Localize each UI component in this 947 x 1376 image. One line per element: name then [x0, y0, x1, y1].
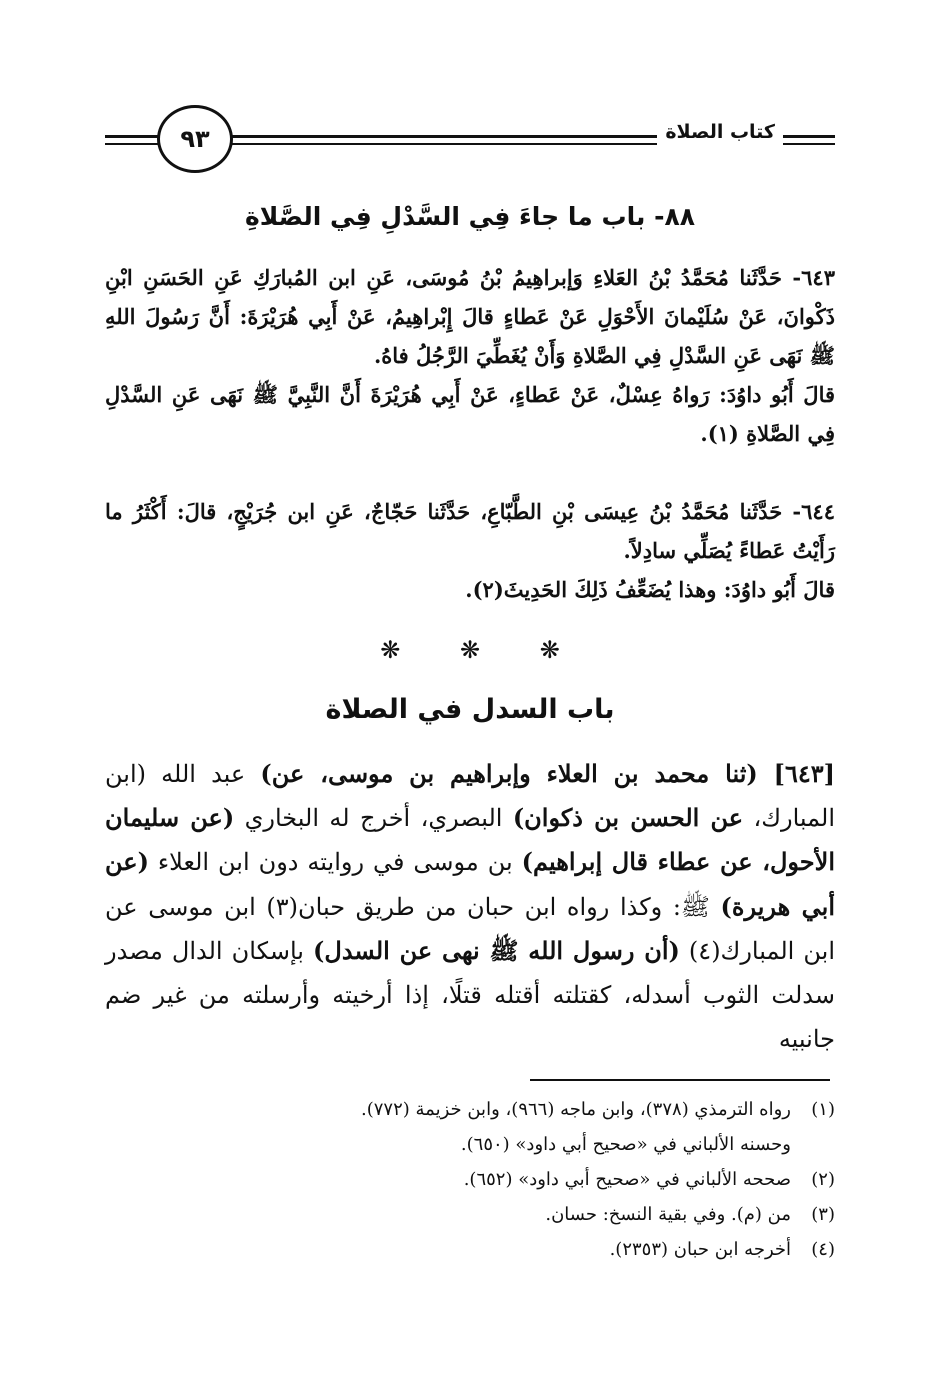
- hadith-644: ٦٤٤- حَدَّثَنا مُحَمَّدُ بْنُ عِيسَى بْنِ الطَّبّاعِ، حَدَّثَنا حَجّاجٌ، عَنِ ابن جُرَيْجٍ، قالَ: أَكْثَرُ ما رَأَيْتُ عَطاءً يُصَلِّي سادِلاً.: [105, 499, 835, 563]
- footnote-2: [105, 1162, 835, 1197]
- commentary-quote: (عن سليمان الأحول، عن عطاء قال إبراهيم): [105, 803, 835, 877]
- footnote-number: (٣): [811, 1204, 835, 1225]
- commentary-paragraph: [105, 752, 835, 1061]
- footnote-number: (١): [811, 1099, 835, 1120]
- hadith-643: ٦٤٣- حَدَّثَنا مُحَمَّدُ بْنُ العَلاءِ وَإبراهِيمُ بْنُ مُوسَى، عَنِ ابن المُبارَكِ عَنِ الحَسَنِ ابْنِ ذَكْوانَ، عَنْ سُلَيْمانَ الأَحْوَلِ عَنْ عَطاءٍ قالَ إِبْراهِيمُ، عَنْ أَبِي هُرَيْرَةَ: أَنَّ رَسُولَ اللهِ ﷺ نَهَى عَنِ السَّدْلِ فِي الصَّلاةِ وَأَنْ يُغَطِّيَ الرَّجُلُ فاهُ.: [105, 265, 835, 368]
- commentary-text: ﷺ: وكذا رواه ابن حبان من طريق حبان(٣) ابن موسى عن ابن المبارك(٤): [105, 892, 836, 965]
- footnote-number: (٤): [811, 1239, 835, 1260]
- footnote-rule: [530, 1079, 830, 1081]
- asterism-icon: ❋: [380, 636, 401, 664]
- page-header: [105, 105, 835, 173]
- abu-dawud-note-1: قالَ أَبُو داوُدَ: رَواهُ عِسْلٌ، عَنْ عَطاءٍ، عَنْ أَبِي هُرَيْرَةَ أَنَّ النَّبِيَّ ﷺ نَهَى عَنِ السَّدْلِ فِي الصَّلاةِ (١).: [105, 382, 835, 446]
- footnotes: [105, 1092, 835, 1267]
- commentary-text: عبد الله (ابن المبارك،: [105, 760, 835, 833]
- footnote-text: أخرجه ابن حبان (٢٣٥٣).: [609, 1239, 791, 1260]
- asterism-icon: ❋: [539, 636, 560, 664]
- running-title: كتاب الصلاة: [657, 119, 783, 145]
- commentary-text: البصري، أخرج له البخاري: [234, 804, 513, 833]
- commentary-quote: (عن أبي هريرة): [105, 847, 835, 921]
- footnote-1-continuation: وحسنه الألباني في «صحيح أبي داود» (٦٥٠).: [460, 1134, 791, 1155]
- footnote-3: [105, 1197, 835, 1232]
- page-number: ٩٣: [157, 105, 233, 173]
- footnote-text: صححه الألباني في «صحيح أبي داود» (٦٥٢).: [463, 1169, 791, 1190]
- chapter-heading: ٨٨- باب ما جاءَ فِي السَّدْلِ فِي الصَّلاةِ: [245, 202, 695, 231]
- commentary-text: بإسكان الدال مصدر سدلت الثوب أسدله، كقتلته أقتله قتلًا، إذا أرخيته وأرسلته من غير ضم جانبيه: [105, 936, 835, 1054]
- footnote-text: من (م). وفي بقية النسخ: حسان.: [545, 1204, 791, 1225]
- footnote-1: [105, 1092, 835, 1127]
- footnote-number: (٢): [811, 1169, 835, 1190]
- footnote-4: [105, 1232, 835, 1267]
- abu-dawud-note-2: قالَ أَبُو داوُدَ: وهذا يُضَعِّفُ ذَلِكَ الحَدِيثَ(٢).: [465, 577, 835, 602]
- commentary-text: بن موسى في روايته دون ابن العلاء: [148, 848, 522, 877]
- commentary-quote: عن الحسن بن ذكوان): [512, 803, 744, 833]
- asterism-icon: ❋: [459, 636, 481, 664]
- commentary-quote: (أن رسول الله ﷺ نهى عن السدل): [313, 935, 680, 965]
- footnote-text: رواه الترمذي (٣٧٨)، وابن ماجه (٩٦٦)، وابن خزيمة (٧٧٢).: [361, 1099, 791, 1120]
- commentary-quote: [٦٤٣] (ثنا محمد بن العلاء وإبراهيم بن موسى، عن): [260, 759, 835, 788]
- section-separator: [105, 630, 835, 670]
- commentary-heading: باب السدل في الصلاة: [325, 694, 615, 725]
